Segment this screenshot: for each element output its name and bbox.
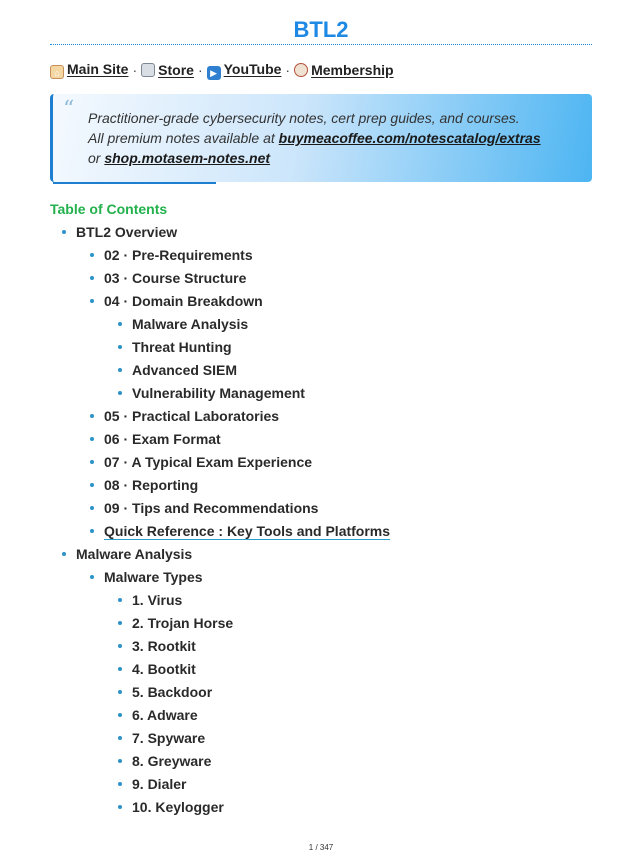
- callout-accent-bar: [53, 182, 216, 184]
- document-title: BTL2: [50, 0, 592, 45]
- nav-links-bar: [50, 60, 592, 80]
- membership-link[interactable]: Membership: [294, 62, 393, 78]
- toc-item[interactable]: 08 · Reporting: [76, 474, 592, 497]
- toc-item[interactable]: 02 · Pre-Requirements: [76, 244, 592, 267]
- toc-section-btl2-overview[interactable]: BTL2 Overview 02 · Pre-Requirements 03 · Course Structure 04 · Domain Breakdown Malware Analysis Threat Hunting Advanced SIEM Vulnerability Management 05 · Practical Laboratories 06 · Exam Format 07 · A Typical Exam Experience 08 · Reporting 09 · Tips and Recommendations Quick Reference : Key Tools and Platforms: [50, 221, 592, 543]
- toc-item[interactable]: 07 · A Typical Exam Experience: [76, 451, 592, 474]
- toc-item[interactable]: 04 · Domain Breakdown Malware Analysis Threat Hunting Advanced SIEM Vulnerability Management: [76, 290, 592, 405]
- toc-item[interactable]: 05 · Practical Laboratories: [76, 405, 592, 428]
- callout-line-1: Practitioner-grade cybersecurity notes, cert prep guides, and courses.: [88, 110, 520, 126]
- toc-subitem[interactable]: Threat Hunting: [104, 336, 592, 359]
- promo-callout: [50, 94, 592, 182]
- home-icon: ⌂: [50, 65, 64, 79]
- coffee-cup-icon: [294, 63, 308, 77]
- toc-subitem[interactable]: 9. Dialer: [104, 773, 592, 796]
- nav-separator: ·: [132, 62, 138, 78]
- toc-subitem[interactable]: 8. Greyware: [104, 750, 592, 773]
- toc-item-quick-reference[interactable]: Quick Reference : Key Tools and Platforms: [76, 520, 592, 543]
- nav-separator: ·: [197, 62, 203, 78]
- toc-item[interactable]: 09 · Tips and Recommendations: [76, 497, 592, 520]
- shop-link[interactable]: shop.motasem-notes.net: [104, 150, 271, 166]
- document-page: [50, 0, 592, 819]
- toc-item[interactable]: Malware Types 1. Virus 2. Trojan Horse 3. Rootkit 4. Bootkit 5. Backdoor 6. Adware 7. Spyware 8. Greyware 9. Dialer 10. Keylogger: [76, 566, 592, 819]
- youtube-play-icon: ▶: [207, 66, 221, 80]
- toc-subitem[interactable]: Vulnerability Management: [104, 382, 592, 405]
- toc-subitem[interactable]: 6. Adware: [104, 704, 592, 727]
- toc-subitem[interactable]: 10. Keylogger: [104, 796, 592, 819]
- toc-heading: Table of Contents: [50, 201, 168, 217]
- callout-line-2: All premium notes available at buymeacoffee.com/notescatalog/extras: [88, 130, 541, 146]
- toc-subitem[interactable]: Advanced SIEM: [104, 359, 592, 382]
- callout-line-3: or shop.motasem-notes.net: [88, 150, 271, 166]
- store-icon: [141, 63, 155, 77]
- toc-subitem[interactable]: 2. Trojan Horse: [104, 612, 592, 635]
- toc-section-malware-analysis[interactable]: Malware Analysis Malware Types 1. Virus 2. Trojan Horse 3. Rootkit 4. Bootkit 5. Backdoor 6. Adware 7. Spyware 8. Greyware 9. Dialer 10. Keylogger: [50, 543, 592, 819]
- toc-item[interactable]: 06 · Exam Format: [76, 428, 592, 451]
- toc-item[interactable]: 03 · Course Structure: [76, 267, 592, 290]
- toc-subitem[interactable]: 7. Spyware: [104, 727, 592, 750]
- toc-subitem[interactable]: 5. Backdoor: [104, 681, 592, 704]
- youtube-link[interactable]: ▶ YouTube: [207, 61, 282, 80]
- toc-subitem[interactable]: 3. Rootkit: [104, 635, 592, 658]
- quote-icon: “: [63, 97, 75, 122]
- toc-subitem[interactable]: Malware Analysis: [104, 313, 592, 336]
- toc-subitem[interactable]: 1. Virus: [104, 589, 592, 612]
- main-site-link[interactable]: ⌂ Main Site: [50, 61, 128, 79]
- store-link[interactable]: Store: [141, 62, 194, 78]
- table-of-contents: [50, 221, 592, 819]
- nav-separator: ·: [285, 62, 291, 78]
- page-indicator: 1 / 347: [308, 843, 334, 852]
- buymeacoffee-link[interactable]: buymeacoffee.com/notescatalog/extras: [278, 130, 541, 146]
- toc-subitem[interactable]: 4. Bootkit: [104, 658, 592, 681]
